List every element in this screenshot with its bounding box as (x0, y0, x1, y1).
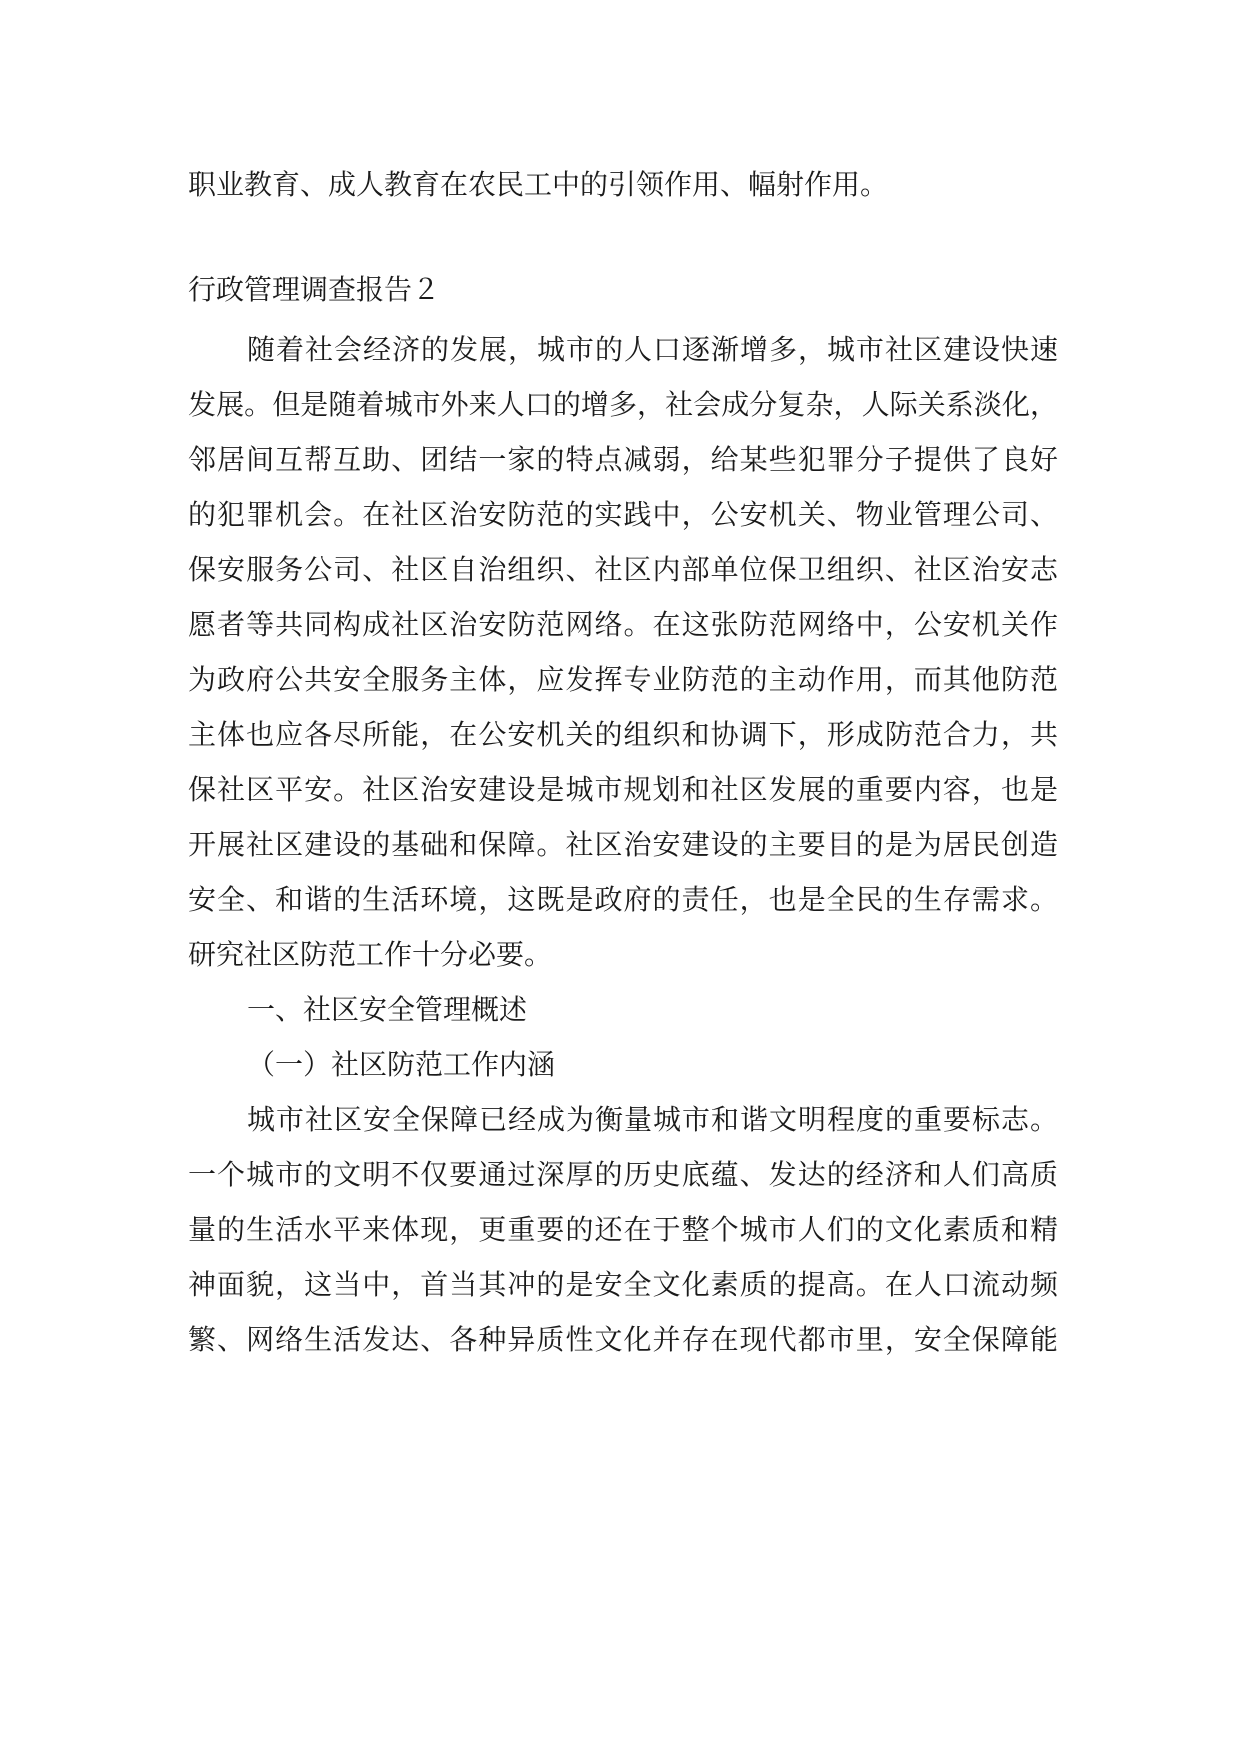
paragraph-line: 发展。但是随着城市外来人口的增多，社会成分复杂，人际关系淡化， (188, 388, 1058, 421)
paragraph-line: 神面貌，这当中，首当其冲的是安全文化素质的提高。在人口流动频 (188, 1268, 1058, 1301)
paragraph-line: 主体也应各尽所能，在公安机关的组织和协调下，形成防范合力，共 (188, 718, 1058, 751)
paragraph-line: 城市社区安全保障已经成为衡量城市和谐文明程度的重要标志。 (247, 1103, 1058, 1136)
heading-level-2: （一）社区防范工作内涵 (247, 1048, 556, 1081)
paragraph-line: 量的生活水平来体现，更重要的还在于整个城市人们的文化素质和精 (188, 1213, 1058, 1246)
paragraph-line: 一个城市的文明不仅要通过深厚的历史底蕴、发达的经济和人们高质 (188, 1158, 1058, 1191)
section-title: 行政管理调查报告２ (188, 273, 441, 306)
paragraph-line: 为政府公共安全服务主体，应发挥专业防范的主动作用，而其他防范 (188, 663, 1058, 696)
paragraph-line: 愿者等共同构成社区治安防范网络。在这张防范网络中，公安机关作 (188, 608, 1058, 641)
paragraph-line: 的犯罪机会。在社区治安防范的实践中，公安机关、物业管理公司、 (188, 498, 1058, 531)
paragraph-line-end: 研究社区防范工作十分必要。 (188, 938, 553, 971)
paragraph-line: 随着社会经济的发展，城市的人口逐渐增多，城市社区建设快速 (247, 333, 1058, 366)
paragraph-line: 保社区平安。社区治安建设是城市规划和社区发展的重要内容，也是 (188, 773, 1058, 806)
heading-level-1: 一、社区安全管理概述 (247, 993, 528, 1026)
paragraph-line: 保安服务公司、社区自治组织、社区内部单位保卫组织、社区治安志 (188, 553, 1058, 586)
paragraph-line: 安全、和谐的生活环境，这既是政府的责任，也是全民的生存需求。 (188, 883, 1058, 916)
paragraph-line: 开展社区建设的基础和保障。社区治安建设的主要目的是为居民创造 (188, 828, 1058, 861)
text-line-carryover: 职业教育、成人教育在农民工中的引领作用、幅射作用。 (188, 168, 889, 201)
paragraph-line: 邻居间互帮互助、团结一家的特点减弱，给某些犯罪分子提供了良好 (188, 443, 1058, 476)
paragraph-line: 繁、网络生活发达、各种异质性文化并存在现代都市里，安全保障能 (188, 1323, 1058, 1356)
